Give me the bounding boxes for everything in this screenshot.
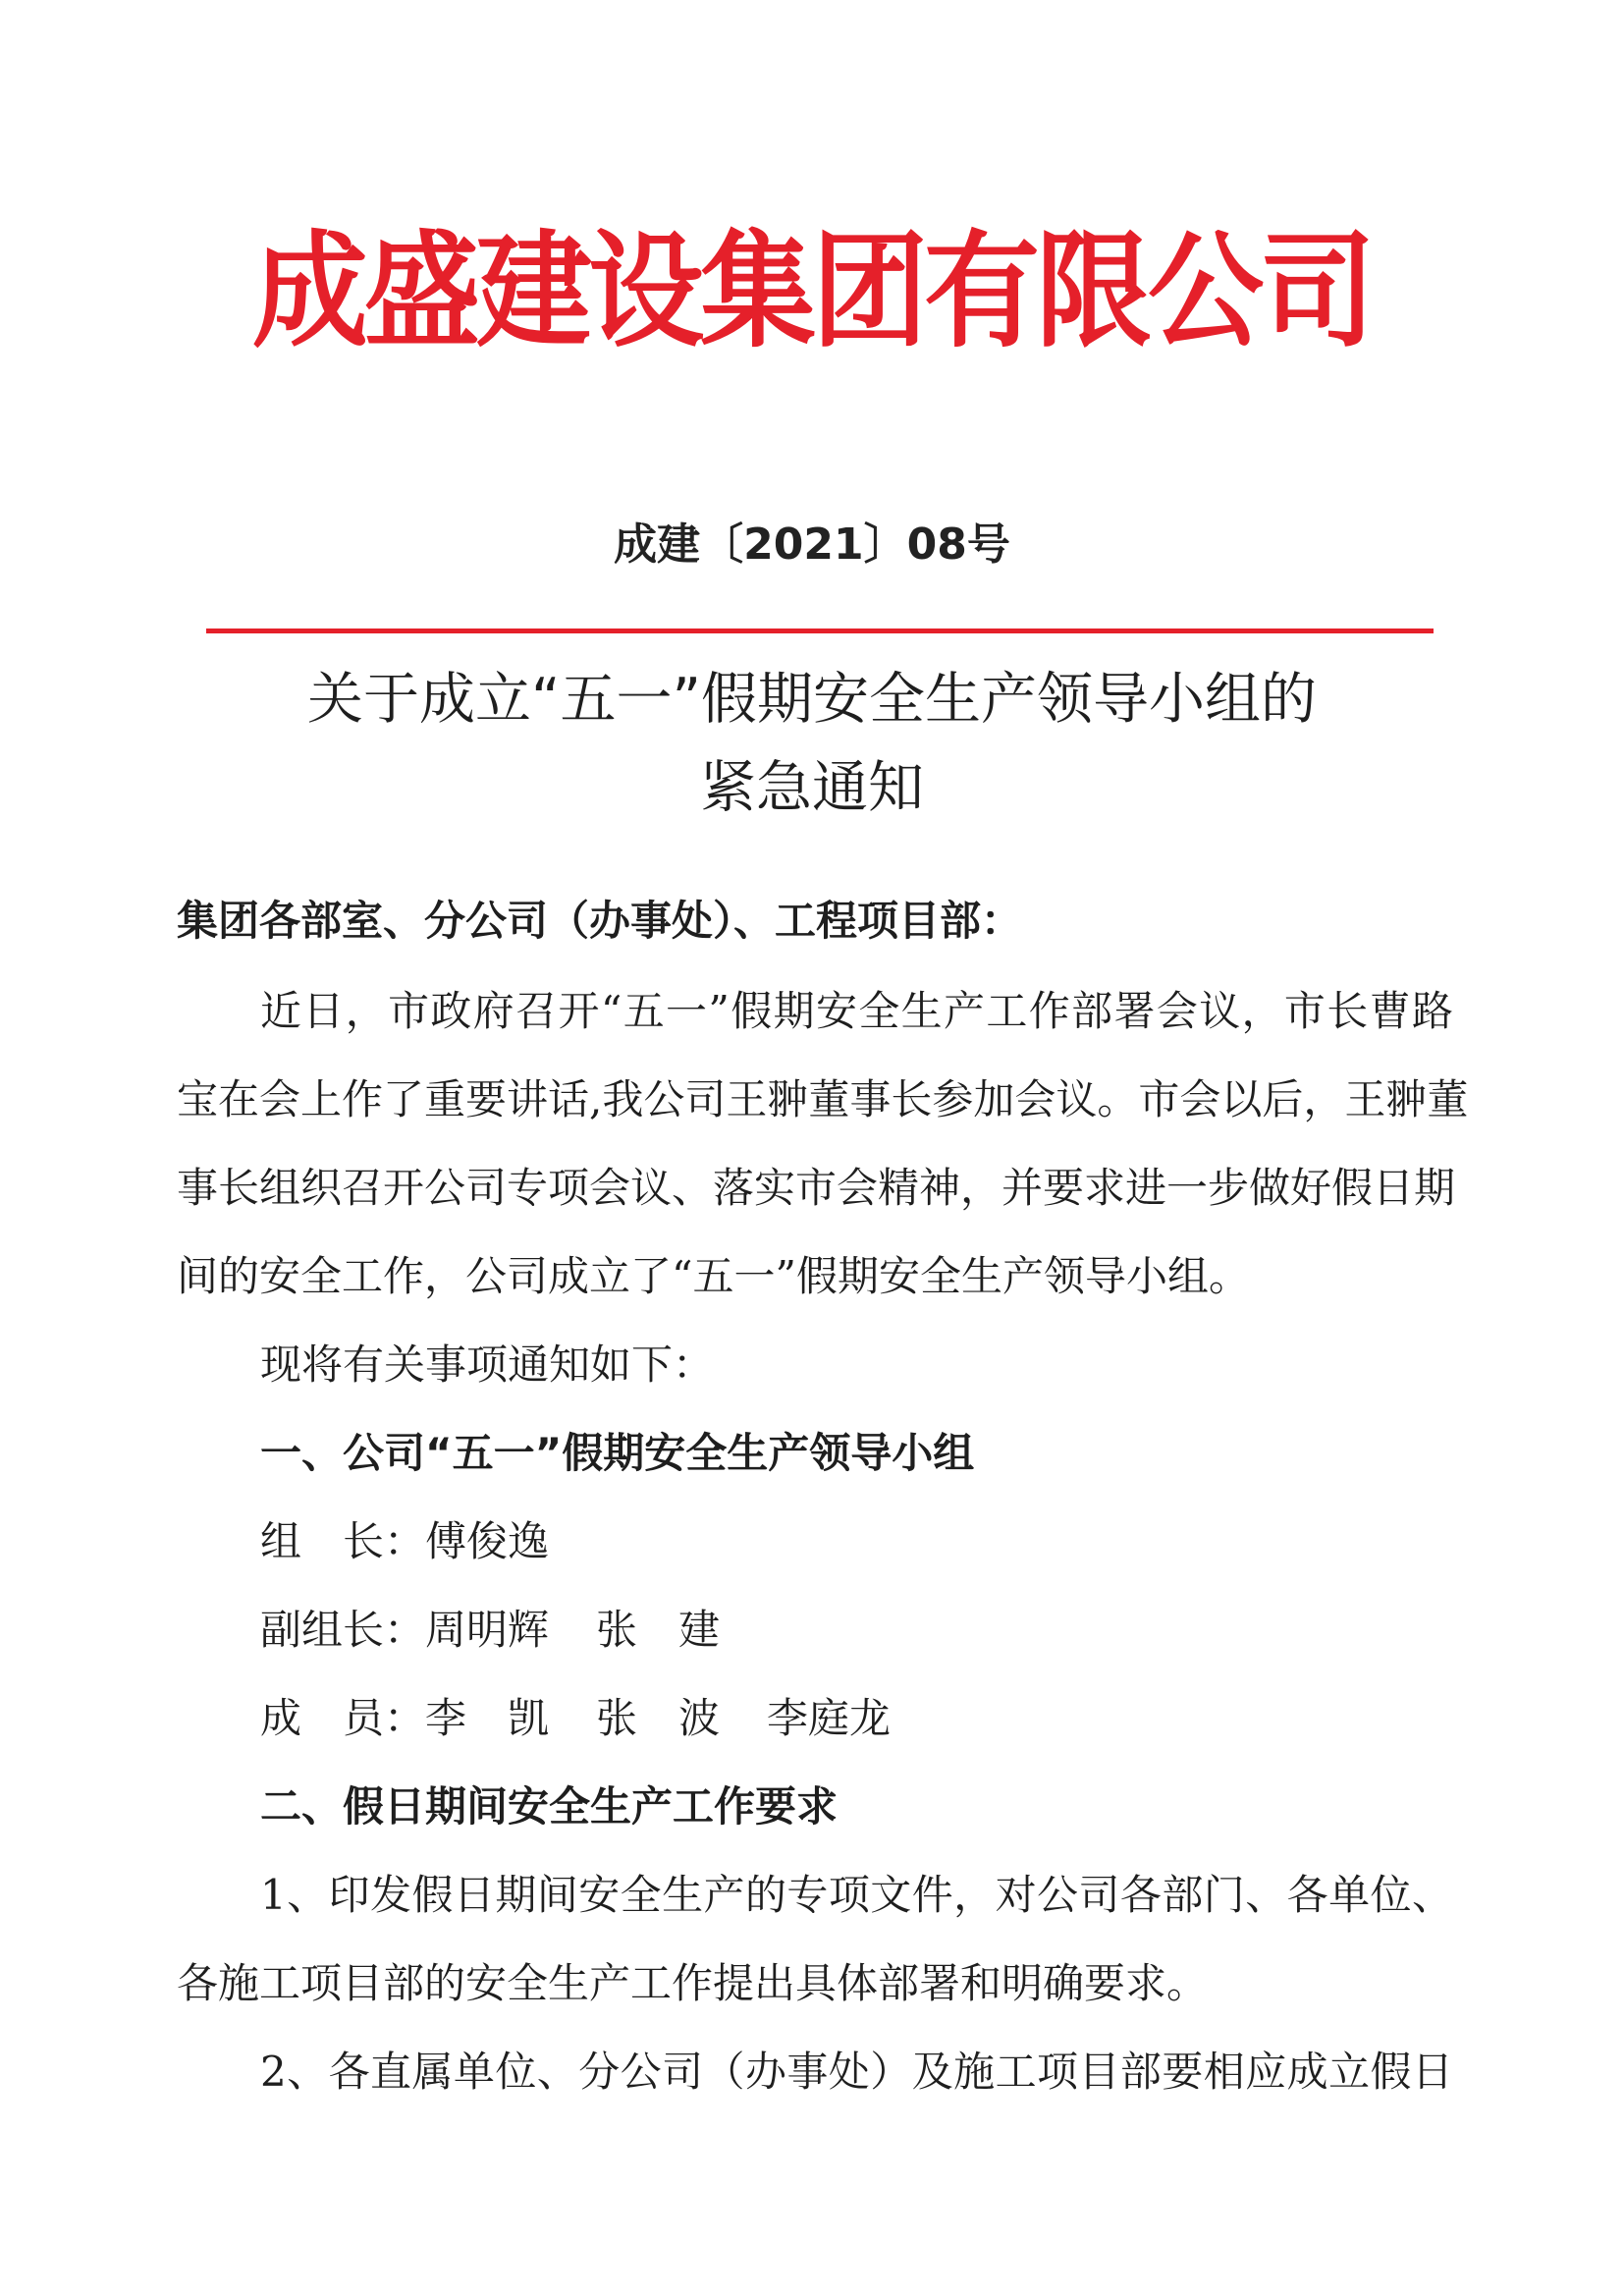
addressee: 集团各部室、分公司（办事处）、工程项目部：	[177, 897, 1023, 945]
section-2-heading: 二、假日期间安全生产工作要求	[260, 1782, 839, 1831]
paragraph-2: 现将有关事项通知如下：	[260, 1340, 715, 1389]
item-1-line-2: 各施工项目部的安全生产工作提出具体部署和明确要求。	[177, 1959, 1209, 2007]
leader-name: 傅俊逸	[425, 1517, 550, 1565]
deputy-name: 张 建	[596, 1606, 721, 1654]
deputy-name: 周明辉	[425, 1606, 550, 1654]
section-1-heading: 一、公司“五一”假期安全生产领导小组	[260, 1429, 975, 1477]
paragraph-1-line-2: 宝在会上作了重要讲话,我公司王翀董事长参加会议。市会以后，王翀董	[177, 1075, 1469, 1123]
members-label: 成 员：	[260, 1694, 426, 1742]
title-line-2: 紧急通知	[700, 755, 924, 820]
item-1-line-1: 1、印发假日期间安全生产的专项文件，对公司各部门、各单位、	[260, 1871, 1453, 1919]
letterhead-company-name: 成盛建设集团有限公司	[251, 217, 1372, 364]
member-name: 李 凯	[425, 1694, 550, 1742]
document-number: 成建〔2021〕08号	[614, 519, 1010, 570]
item-2-line-1: 2、各直属单位、分公司（办事处）及施工项目部要相应成立假日	[260, 2048, 1453, 2096]
paragraph-1-line-1: 近日，市政府召开“五一”假期安全生产工作部署会议，市长曹路	[260, 987, 1453, 1035]
leader-row	[260, 1512, 596, 1571]
title-line-1: 关于成立“五一”假期安全生产领导小组的	[306, 667, 1318, 732]
paragraph-1-line-3: 事长组织召开公司专项会议、落实市会精神，并要求进一步做好假日期	[177, 1164, 1456, 1212]
leader-label: 组 长：	[260, 1517, 426, 1565]
deputy-label: 副组长：	[260, 1606, 426, 1654]
paragraph-1-line-4: 间的安全工作，公司成立了“五一”假期安全生产领导小组。	[177, 1252, 1250, 1300]
members-row	[260, 1689, 938, 1748]
deputy-row	[260, 1601, 767, 1660]
member-name: 李庭龙	[767, 1694, 892, 1742]
member-name: 张 波	[596, 1694, 721, 1742]
red-divider-line	[206, 629, 1434, 633]
